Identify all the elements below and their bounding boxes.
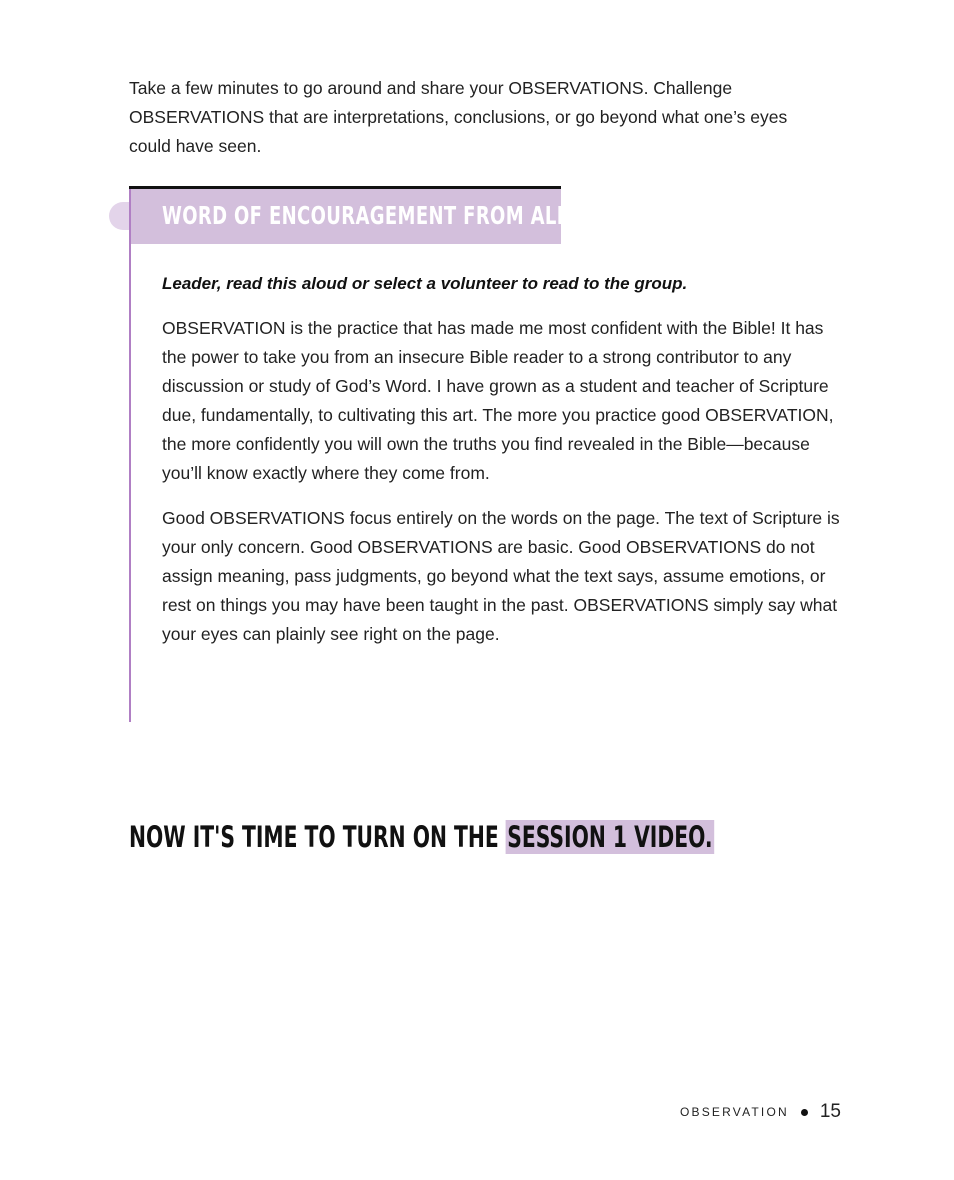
page-footer [680,1101,841,1123]
page-number: 15 [819,1101,841,1122]
video-call-to-action [129,819,714,855]
cta-highlight: SESSION 1 VIDEO. [507,820,713,854]
leader-instruction: Leader, read this aloud or select a volunteer to read to the group. [162,274,688,293]
callout-paragraph-2: Good OBSERVATIONS focus entirely on the words on the page. The text of Scripture is your only concern. Good OBSERVATIONS are basic. Good OBSERVATIONS do not assign meaning, pass judgments, go beyond what the text says, assume emotions, or rest on things you may have been taught in the past. OBSERVATIONS simply say what your eyes can plainly see right on the page. [162,508,840,644]
bullet-icon [801,1109,808,1116]
footer-section-label: OBSERVATION [679,1105,789,1119]
callout-body [162,270,842,665]
intro-paragraph: Take a few minutes to go around and share your OBSERVATIONS. Challenge OBSERVATIONS that are interpretations, conclusions, or go beyond what one’s eyes could have seen. [129,78,788,156]
encouragement-callout [129,186,849,722]
callout-title: WORD OF ENCOURAGEMENT FROM ALLI [162,201,576,230]
callout-paragraph-1: OBSERVATION is the practice that has made me most confident with the Bible! It has the power to take you from an insecure Bible reader to a strong contributor to any discussion or study of God’s Word. I have grown as a student and teacher of Scripture due, fundamentally, to cultivating this art. The more you practice good OBSERVATION, the more confidently you will own the truths you find revealed in the Bible—because you’ll know exactly where they come from. [162,318,834,483]
callout-header-band [129,189,576,244]
cta-prefix: NOW IT'S TIME TO TURN ON THE [129,820,506,854]
callout-left-border [129,189,131,722]
